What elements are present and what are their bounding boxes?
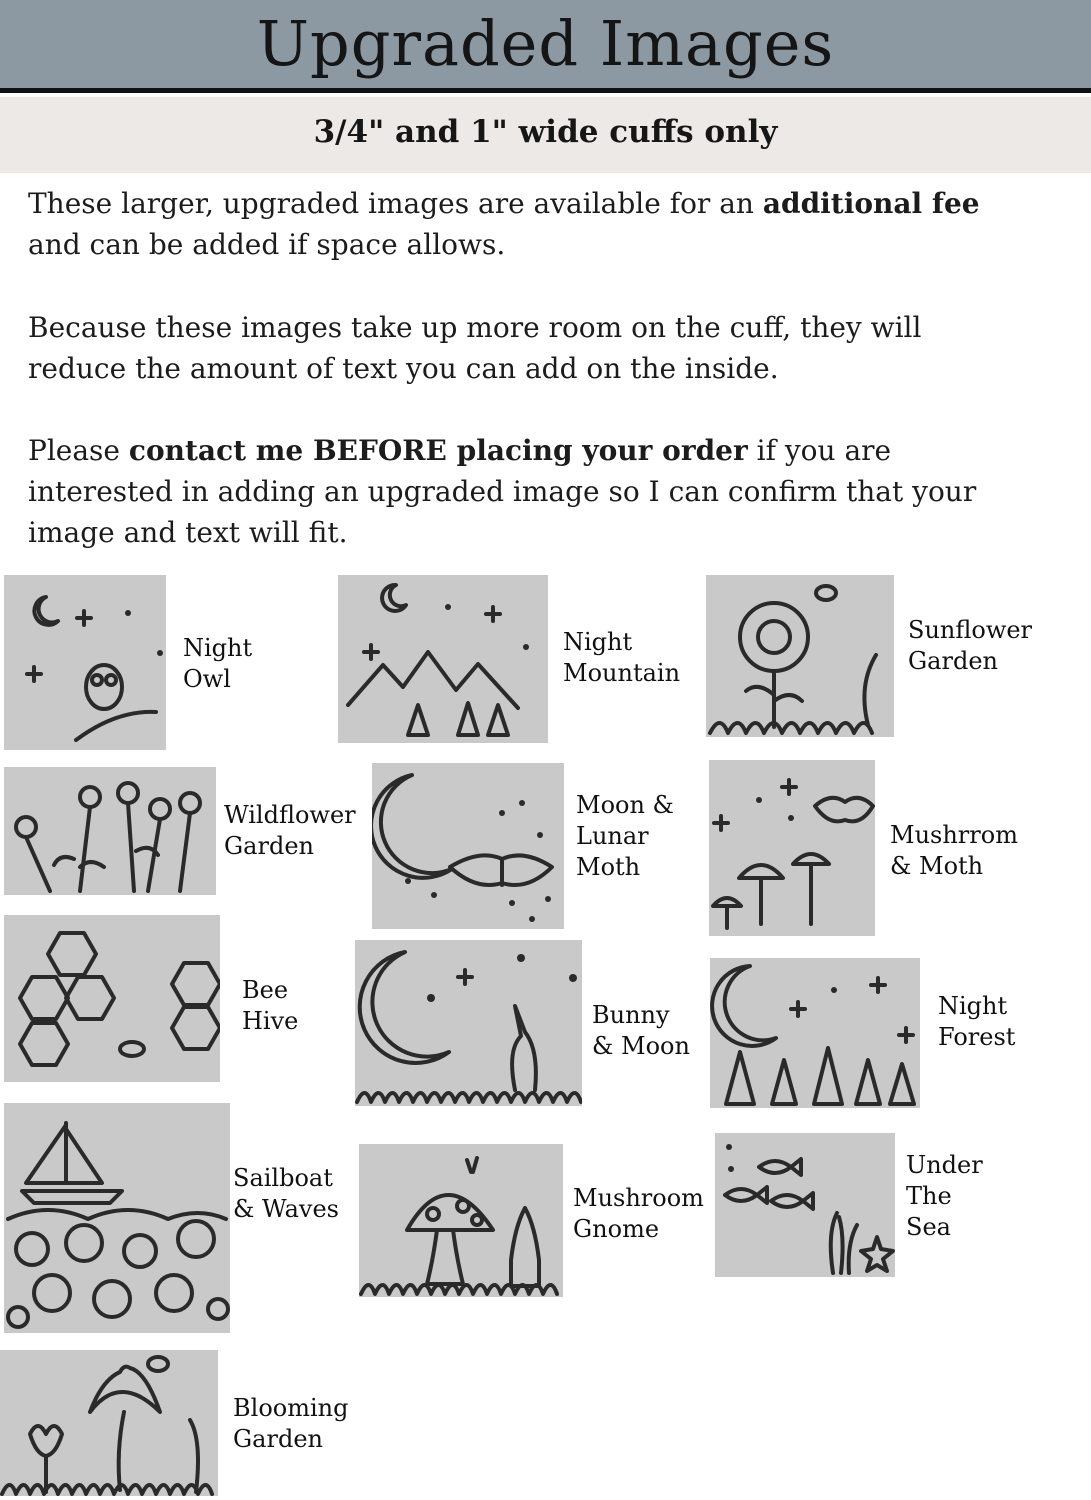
- night-owl-image: [4, 575, 166, 750]
- sunflower-garden-image: [706, 575, 894, 737]
- moth-icon: [372, 763, 564, 929]
- mountain-icon: [338, 575, 548, 743]
- sunflower-icon: [706, 575, 894, 737]
- night-mountain-label: Night Mountain: [563, 628, 681, 687]
- intro-text: if you are interested in adding an upgraded image so I can confirm that your image and text will fit.: [28, 434, 977, 549]
- moon-lunar-moth-image: [372, 763, 564, 929]
- mushroom-gnome-label: Mushroom Gnome: [573, 1184, 704, 1243]
- contact-emphasis: contact me BEFORE placing your order: [128, 434, 748, 467]
- header-divider: [0, 88, 1091, 93]
- gnome-icon: [359, 1144, 563, 1297]
- under-the-sea-image: [715, 1133, 895, 1277]
- intro-text: Please: [28, 434, 129, 467]
- mushroom-moth-image: [709, 760, 875, 936]
- under-the-sea-label: Under The Sea: [906, 1151, 983, 1241]
- sailboat-icon: [4, 1103, 230, 1333]
- night-mountain-image: [338, 575, 548, 743]
- bunny-moon-image: [355, 940, 582, 1106]
- sailboat-waves-label: Sailboat & Waves: [233, 1164, 339, 1223]
- blooming-garden-label: Blooming Garden: [233, 1394, 349, 1453]
- wildflower-garden-image: [4, 767, 216, 895]
- wildflower-icon: [4, 767, 216, 895]
- wildflower-garden-label: Wildflower Garden: [224, 801, 356, 860]
- owl-icon: [4, 575, 166, 750]
- fee-emphasis: additional fee: [762, 187, 980, 220]
- bunny-icon: [355, 940, 582, 1106]
- beehive-icon: [4, 915, 220, 1082]
- flower-icon: [0, 1350, 218, 1496]
- blooming-garden-image: [0, 1350, 218, 1496]
- night-owl-label: Night Owl: [183, 634, 253, 693]
- sailboat-waves-image: [4, 1103, 230, 1333]
- page-title: Upgraded Images: [256, 7, 835, 80]
- fish-icon: [715, 1133, 895, 1277]
- intro-paragraph-fee: [28, 183, 1028, 265]
- intro-paragraph-space: Because these images take up more room on the cuff, they will reduce the amount of text you can add on the inside.: [28, 311, 922, 385]
- night-forest-label: Night Forest: [938, 992, 1016, 1051]
- moon-lunar-moth-label: Moon & Lunar Moth: [576, 791, 674, 881]
- night-forest-image: [710, 958, 920, 1108]
- intro-text: These larger, upgraded images are available for an: [28, 187, 763, 220]
- bee-hive-image: [4, 915, 220, 1082]
- intro-text: and can be added if space allows.: [28, 228, 506, 261]
- subtitle: 3/4" and 1" wide cuffs only: [313, 114, 778, 150]
- bunny-moon-label: Bunny & Moon: [592, 1001, 690, 1060]
- bee-hive-label: Bee Hive: [242, 976, 299, 1035]
- sunflower-garden-label: Sunflower Garden: [908, 616, 1033, 675]
- mushroom-moth-icon: [709, 760, 875, 936]
- intro-paragraph-contact: [28, 430, 1028, 553]
- mushroom-gnome-image: [359, 1144, 563, 1297]
- mushroom-moth-label: Mushrrom & Moth: [890, 821, 1018, 880]
- forest-icon: [710, 958, 920, 1108]
